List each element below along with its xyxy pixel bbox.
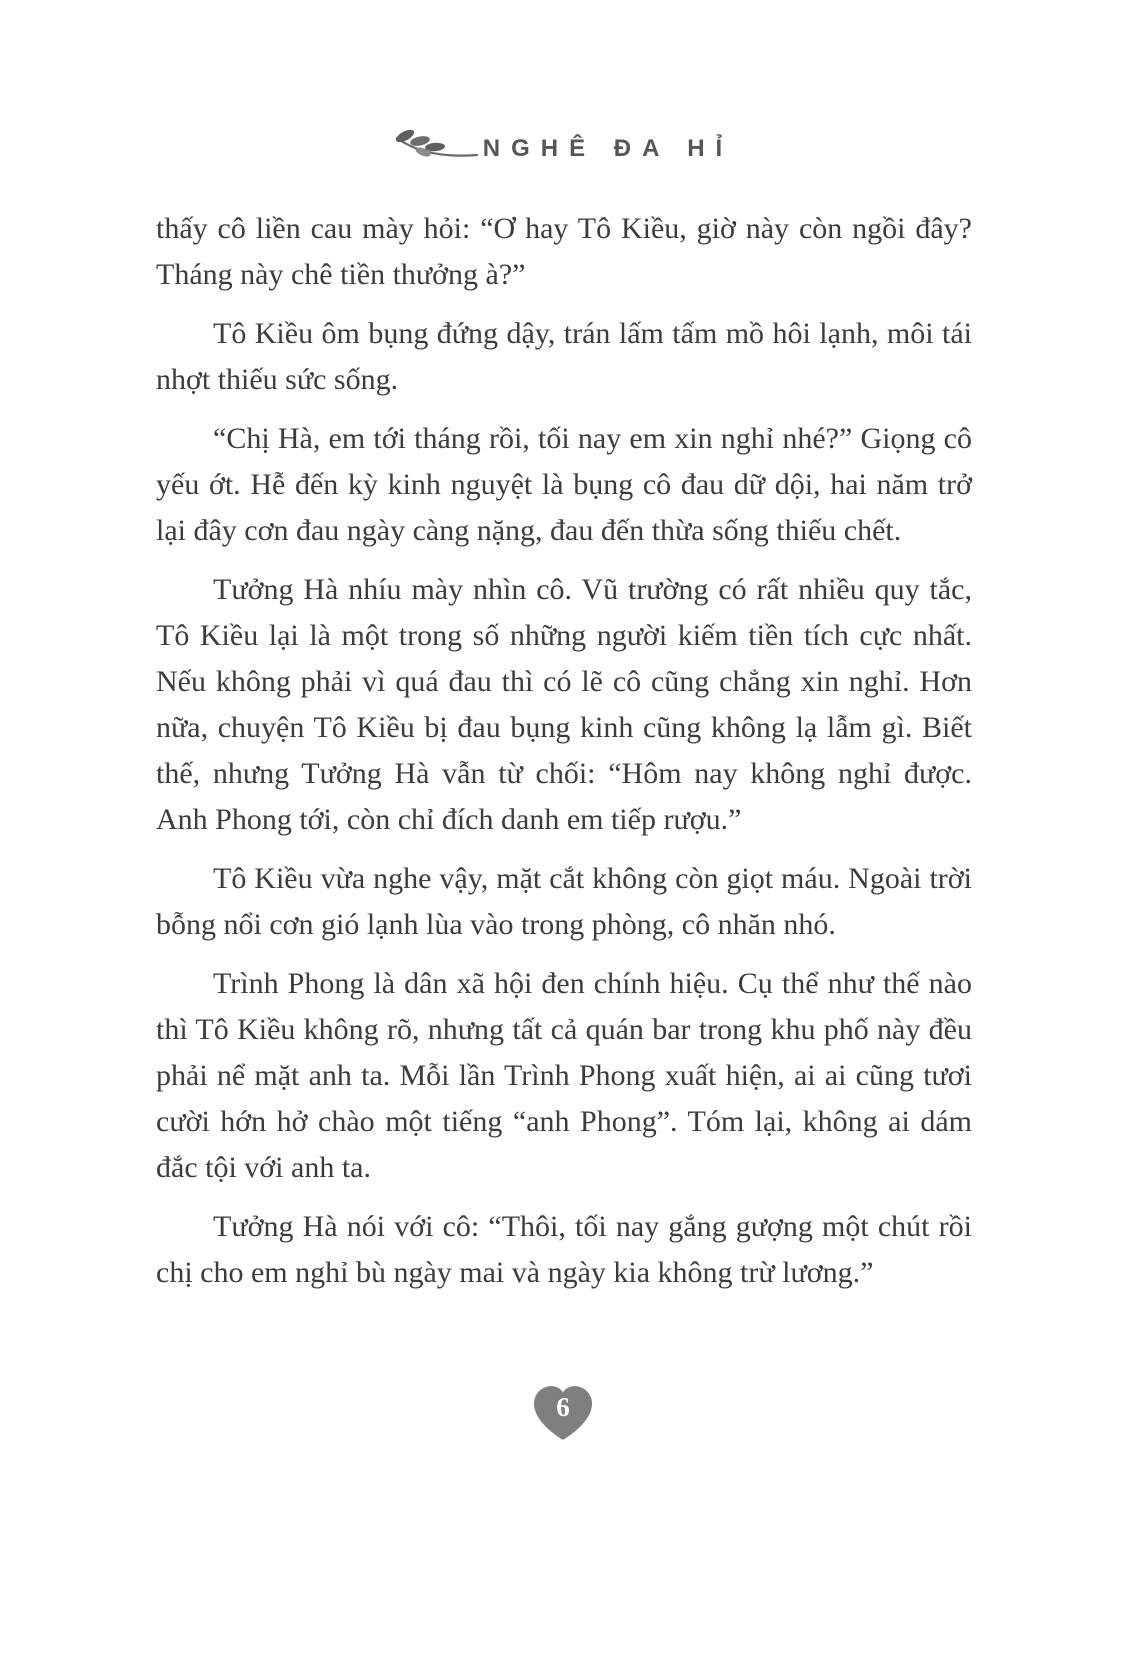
paragraph: Tô Kiều vừa nghe vậy, mặt cắt không còn giọt máu. Ngoài trời bỗng nổi cơn gió lạnh lùa vào trong phòng, cô nhăn nhó. xyxy=(156,862,972,941)
paragraph: Tưởng Hà nhíu mày nhìn cô. Vũ trường có rất nhiều quy tắc, Tô Kiều lại là một trong số những người kiếm tiền tích cực nhất. Nếu không phải vì quá đau thì có lẽ cô cũng chẳng xin nghỉ. Hơn nữa, chuyện Tô Kiều bị đau bụng kinh cũng không lạ lẫm gì. Biết thế, nhưng Tưởng Hà vẫn từ chối: “Hôm nay không nghỉ được. Anh Phong tới, còn chỉ đích danh em tiếp rượu.” xyxy=(156,573,972,836)
paragraph: Trình Phong là dân xã hội đen chính hiệu. Cụ thể như thế nào thì Tô Kiều không rõ, nhưng tất cả quán bar trong khu phố này đều phải nể mặt anh ta. Mỗi lần Trình Phong xuất hiện, ai ai cũng tươi cười hớn hở chào một tiếng “anh Phong”. Tóm lại, không ai dám đắc tội với anh ta. xyxy=(156,967,972,1184)
page-header xyxy=(0,126,1126,171)
paragraph: thấy cô liền cau mày hỏi: “Ơ hay Tô Kiều, giờ này còn ngồi đây? Tháng này chê tiền thưởng à?” xyxy=(156,212,972,291)
page-number-heart xyxy=(534,1386,592,1442)
page-body xyxy=(156,206,972,1309)
paragraph: “Chị Hà, em tới tháng rồi, tối nay em xin nghỉ nhé?” Giọng cô yếu ớt. Hễ đến kỳ kinh nguyệt là bụng cô đau dữ dội, hai năm trở lại đây cơn đau ngày càng nặng, đau đến thừa sống thiếu chết. xyxy=(156,422,972,547)
page-footer xyxy=(0,1386,1126,1442)
leaf-branch-icon xyxy=(393,128,479,171)
paragraph: Tưởng Hà nói với cô: “Thôi, tối nay gắng gượng một chút rồi chị cho em nghỉ bù ngày mai và ngày kia không trừ lương.” xyxy=(156,1210,972,1289)
book-title: NGHÊ ĐA HỈ xyxy=(482,134,734,162)
paragraph: Tô Kiều ôm bụng đứng dậy, trán lấm tấm mồ hôi lạnh, môi tái nhợt thiếu sức sống. xyxy=(156,317,972,396)
page-number: 6 xyxy=(556,1392,570,1422)
